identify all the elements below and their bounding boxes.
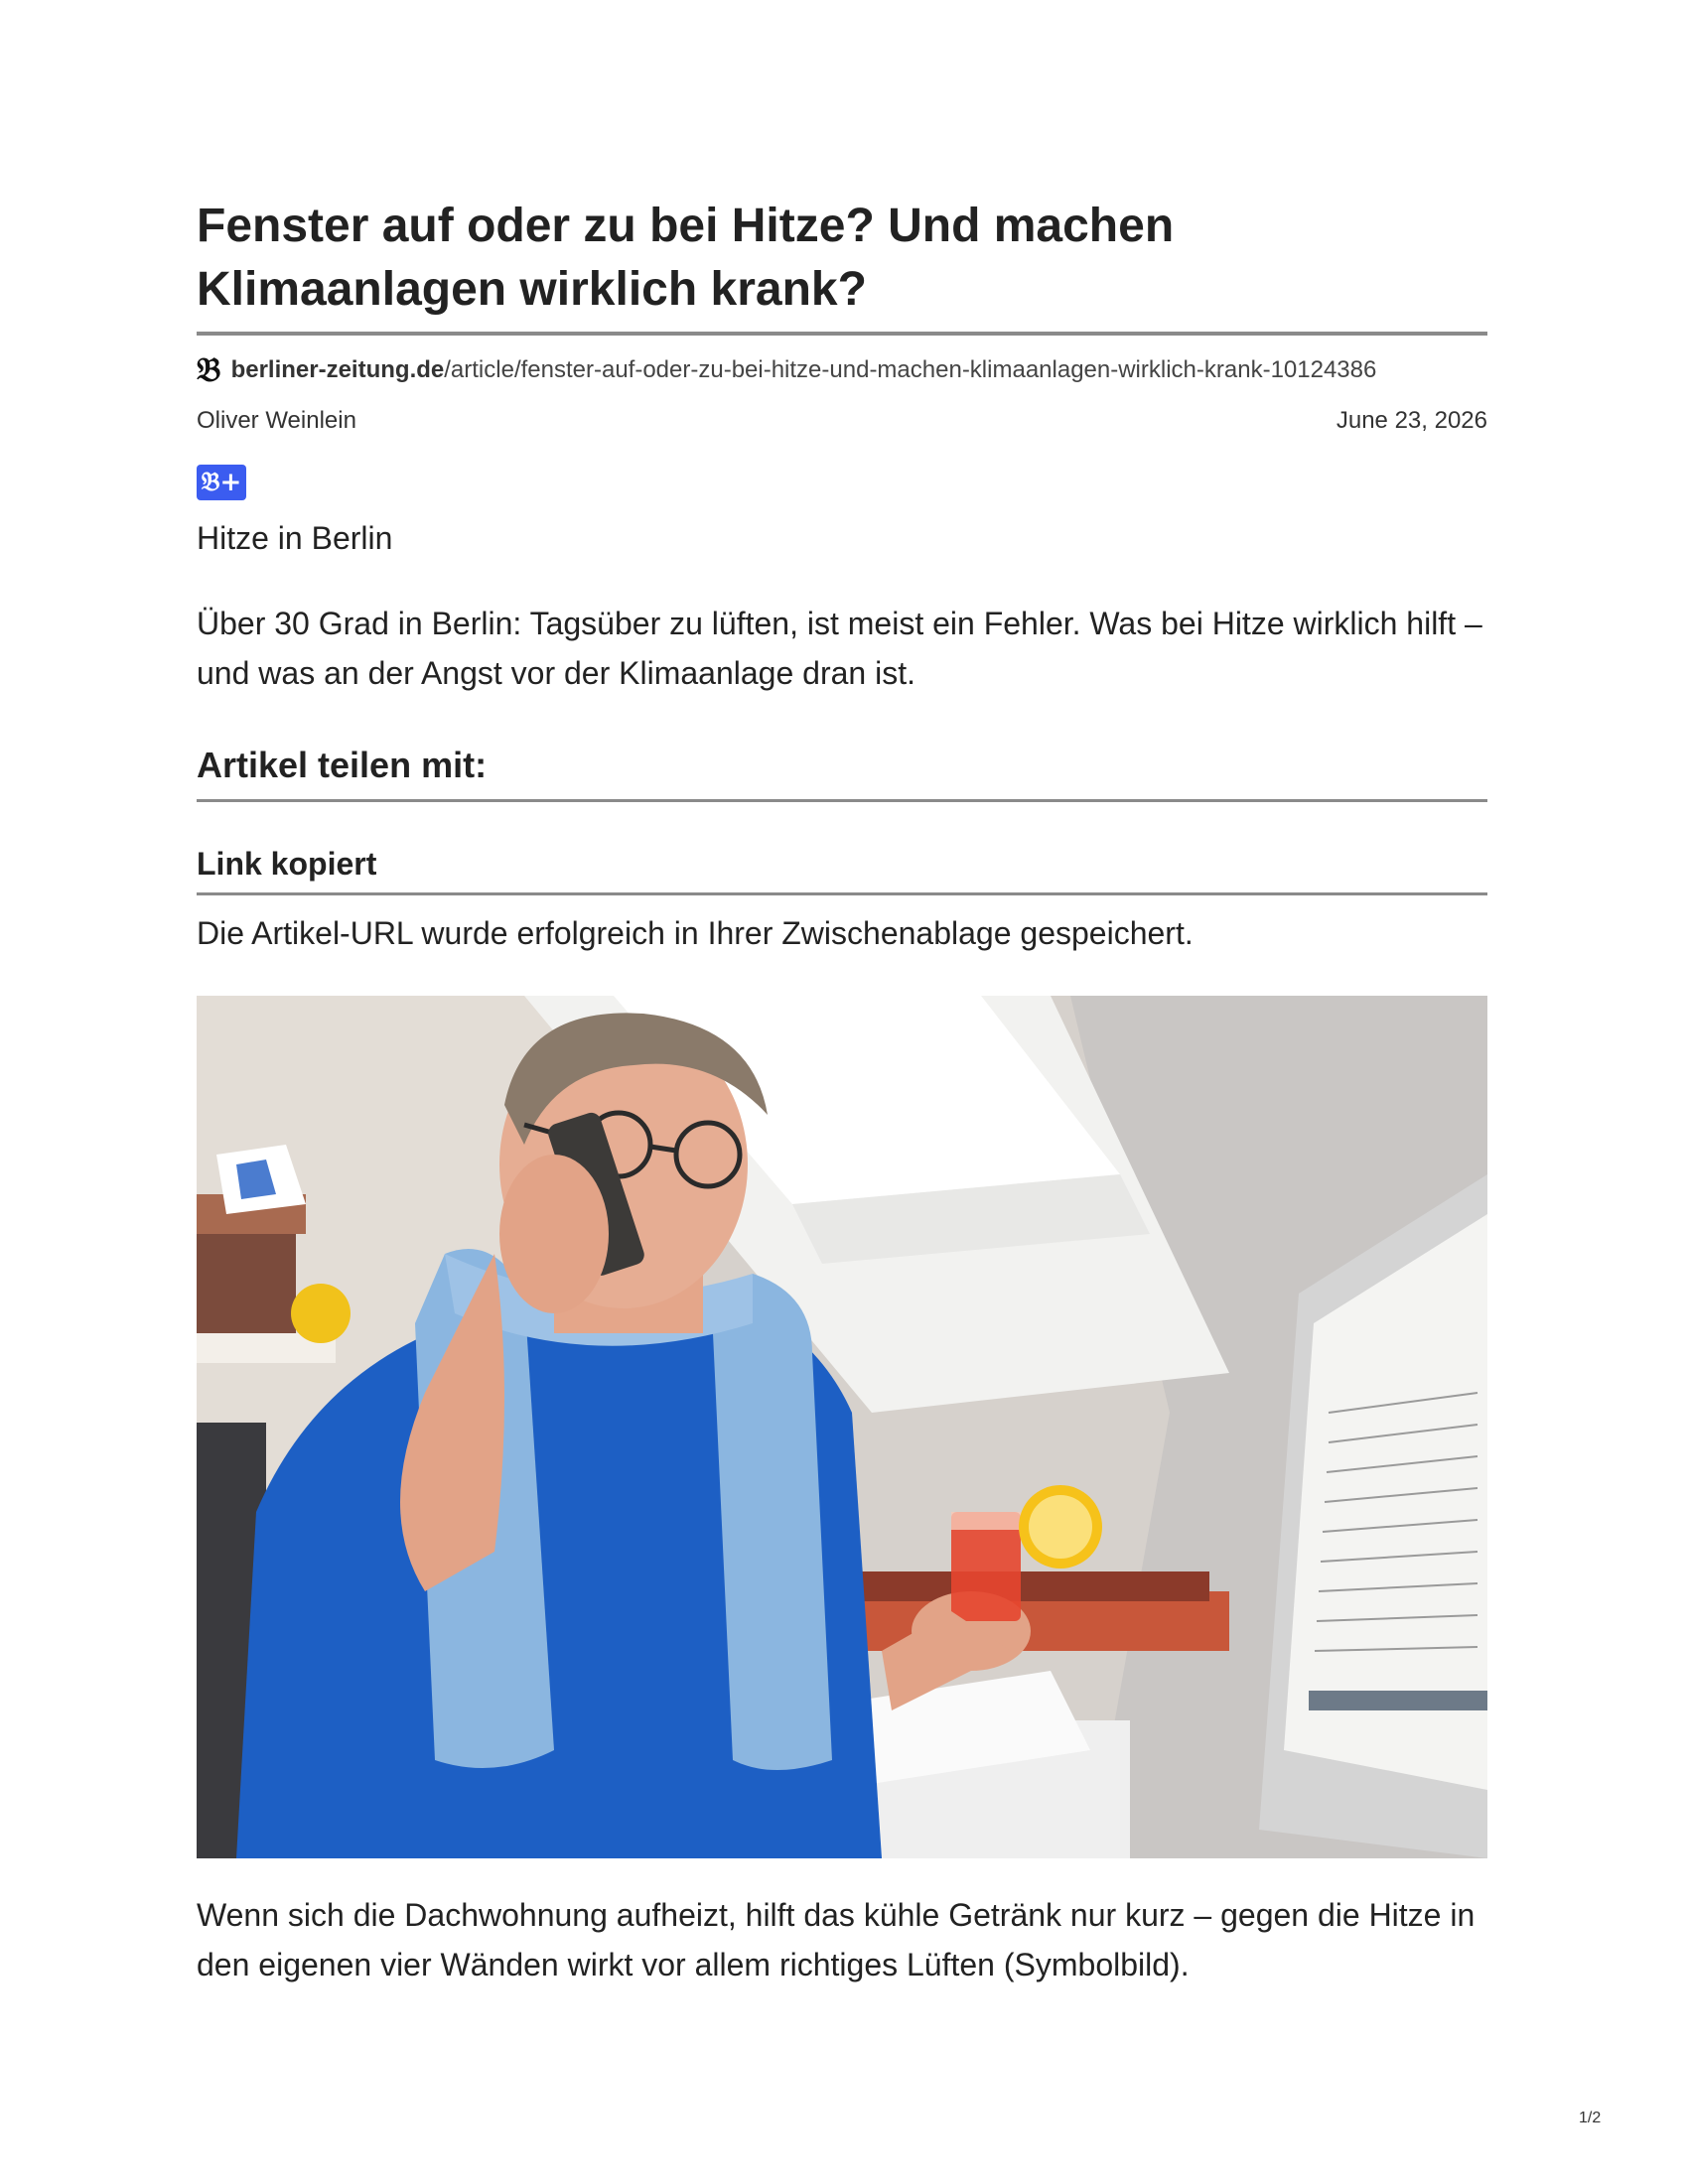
publish-date: June 23, 2026 <box>1336 407 1487 434</box>
source-line[interactable] <box>197 352 1487 388</box>
lead-paragraph: Über 30 Grad in Berlin: Tagsüber zu lüften, ist meist ein Fehler. Was bei Hitze wirklich hilft – und was an der Angst vor der Klimaanlage dran ist. <box>197 606 1482 691</box>
link-copied-heading: Link kopiert <box>197 846 377 882</box>
copied-divider <box>197 892 1487 895</box>
article-photo <box>197 996 1487 1858</box>
newspaper-logo-icon: 𝔅 <box>197 350 221 390</box>
plus-badge-icon: 𝔅+ <box>197 465 246 500</box>
title-divider <box>197 332 1487 336</box>
share-divider <box>197 799 1487 802</box>
kicker: Hitze in Berlin <box>197 520 393 556</box>
share-heading: Artikel teilen mit: <box>197 745 488 785</box>
page-number: 1/2 <box>1579 2110 1602 2126</box>
source-domain[interactable]: berliner-zeitung.de <box>230 356 445 383</box>
byline-row <box>197 407 1487 435</box>
article-title: Fenster auf oder zu bei Hitze? Und machen Klimaanlagen wirklich krank? <box>197 200 1175 316</box>
link-copied-message: Die Artikel-URL wurde erfolgreich in Ihrer Zwischenablage gespeichert. <box>197 915 1194 951</box>
photo-caption: Wenn sich die Dachwohnung aufheizt, hilft das kühle Getränk nur kurz – gegen die Hitze in den eigenen vier Wänden wirkt vor allem richtiges Lüften (Symbolbild). <box>197 1897 1476 1982</box>
author: Oliver Weinlein <box>197 407 356 434</box>
source-path[interactable]: /article/fenster-auf-oder-zu-bei-hitze-und-machen-klimaanlagen-wirklich-krank-10124386 <box>444 356 1377 383</box>
